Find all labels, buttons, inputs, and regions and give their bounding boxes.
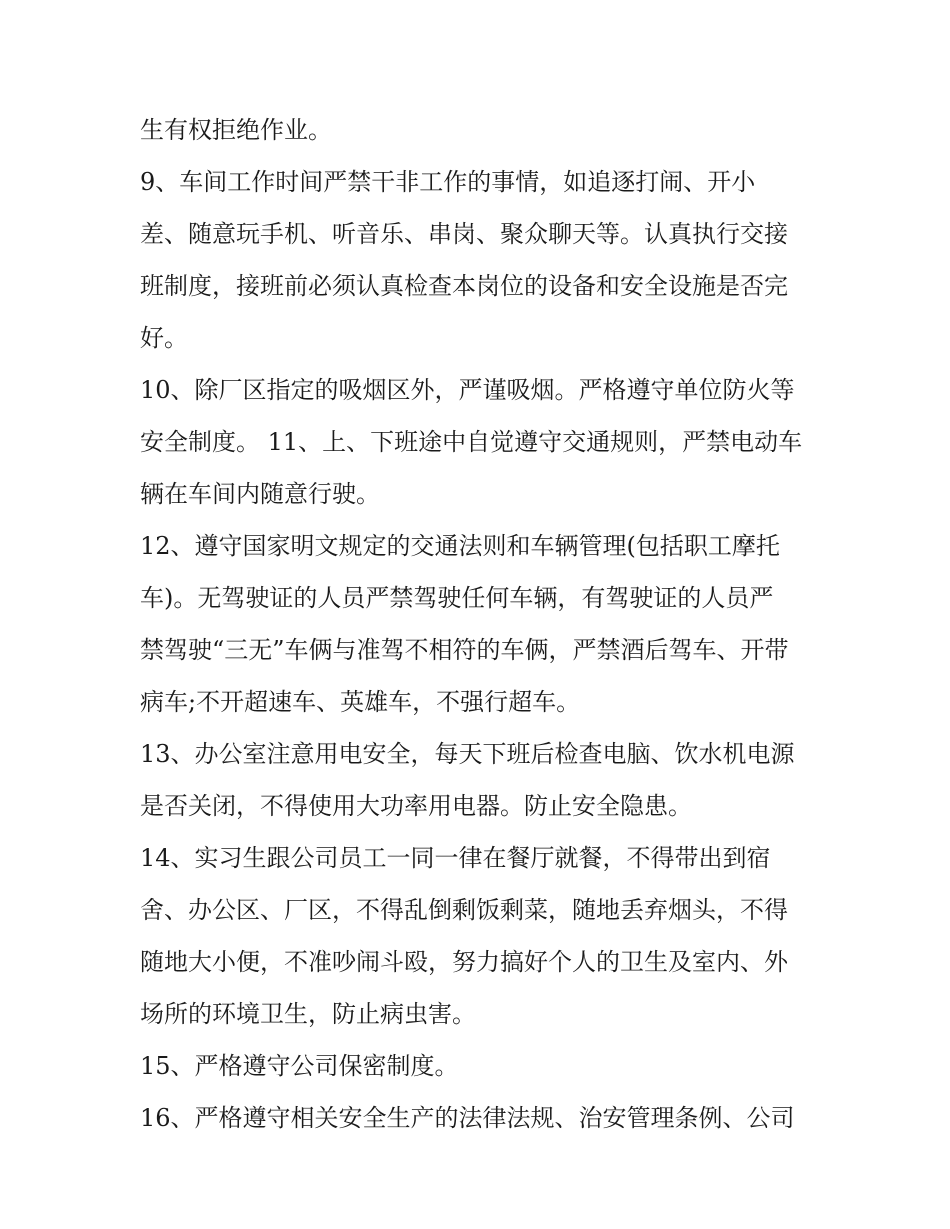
text-line: 禁驾驶“三无”车俩与准驾不相符的车俩，严禁酒后驾车、开带 [140,636,789,664]
text-line: 16、严格遵守相关安全生产的法律法规、治安管理条例、公司 [140,1104,795,1132]
text-line: 生有权拒绝作业。 [140,116,332,144]
text-line: 车)。无驾驶证的人员严禁驾驶任何车辆，有驾驶证的人员严 [140,584,774,612]
text-line: 安全制度。 11、上、下班途中自觉遵守交通规则，严禁电动车 [140,428,803,456]
paragraph-rule-13 [140,728,820,832]
text-line: 舍、办公区、厂区，不得乱倒剩饭剩菜，随地丢弃烟头，不得 [140,896,788,924]
paragraph-rule-15 [140,1040,820,1092]
text-line: 场所的环境卫生，防止病虫害。 [140,1000,476,1028]
text-line: 9、车间工作时间严禁干非工作的事情，如追逐打闹、开小 [140,168,756,196]
paragraph-rule-12 [140,520,820,728]
text-line: 班制度，接班前必须认真检查本岗位的设备和安全设施是否完 [140,272,788,300]
paragraph-rule-10-11 [140,364,820,520]
text-line: 14、实习生跟公司员工一同一律在餐厅就餐，不得带出到宿 [140,844,771,872]
text-line: 12、遵守国家明文规定的交通法则和车辆管理(包括职工摩托 [140,532,780,560]
paragraph-continuation [140,104,820,156]
paragraph-rule-16 [140,1092,820,1144]
text-line: 随地大小便，不准吵闹斗殴，努力搞好个人的卫生及室内、外 [140,948,788,976]
document-body [140,104,820,1144]
text-line: 好。 [140,324,188,352]
text-line: 病车;不开超速车、英雄车，不强行超车。 [140,688,581,716]
text-line: 15、严格遵守公司保密制度。 [140,1052,459,1080]
paragraph-rule-14 [140,832,820,1040]
text-line: 是否关闭，不得使用大功率用电器。防止安全隐患。 [140,792,692,820]
text-line: 辆在车间内随意行驶。 [140,480,380,508]
text-line: 差、随意玩手机、听音乐、串岗、聚众聊天等。认真执行交接 [140,220,788,248]
text-line: 13、办公室注意用电安全，每天下班后检查电脑、饮水机电源 [140,740,795,768]
paragraph-rule-9 [140,156,820,364]
text-line: 10、除厂区指定的吸烟区外，严谨吸烟。严格遵守单位防火等 [140,376,795,404]
